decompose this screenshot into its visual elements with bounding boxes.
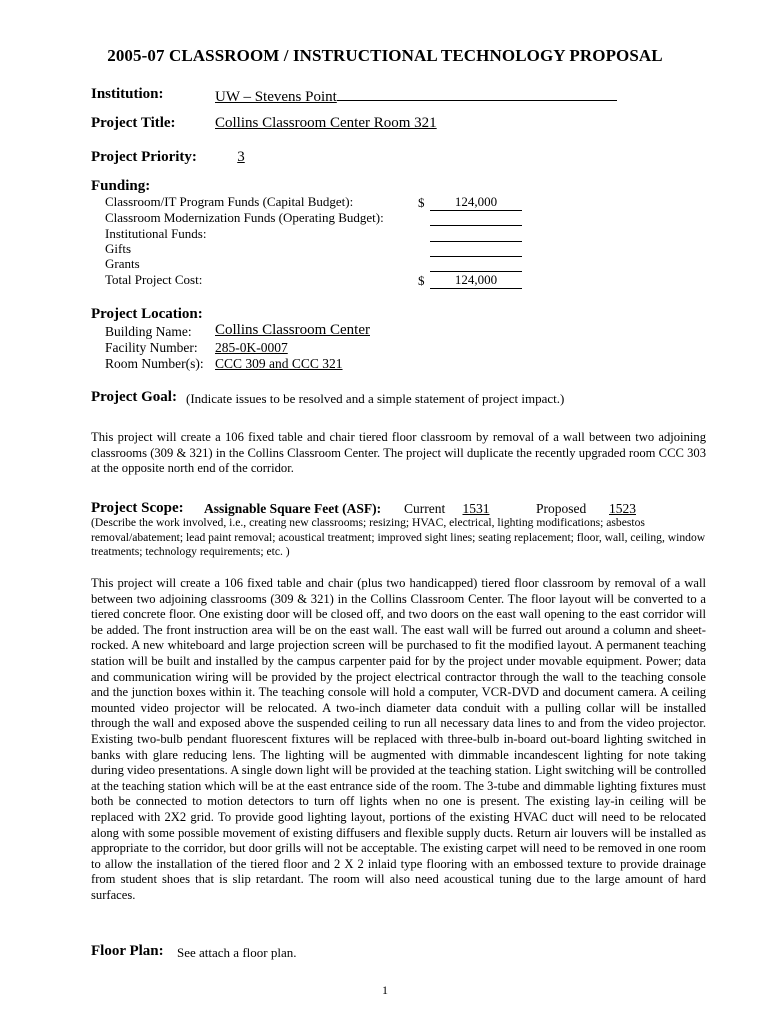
funding-row-label: Classroom/IT Program Funds (Capital Budget):	[105, 194, 354, 209]
room-number-label: Room Number(s):	[105, 356, 204, 371]
building-name-label: Building Name:	[105, 324, 192, 339]
funding-row-label: Total Project Cost:	[105, 272, 203, 287]
project-title-value: Collins Classroom Center Room 321	[215, 115, 437, 131]
project-scope-text: This project will create a 106 fixed table and chair (plus two handicapped) tiered floor classroom by removal of a wall between two adjoining classrooms (309 & 321) in the Collins Classroom Center. The floor layout will be converted to a tiered concrete floor. One existing door will be closed off, and two doors on the east wall opening to the east corridor will be added. The front instruction area will be on the east wall. The east wall will be furred out around a column and sheet-rocked. A new whiteboard and large projection screen will be purchased to fit the modified layout. A permanent teaching station will be built and installed by the campus carpenter paid for by the project under movable equipment. Power; data and communication wiring will be provided by the project electrical contractor through the wall to the teaching console and the junction boxes within it. The teaching console will hold a computer, VCR-DVD and document camera. A ceiling mounted video projector will be relocated. A two-inch diameter data conduit with a pulling collar will be installed through the wall and exposed above the suspended ceiling to run all necessary data lines to and from the video projector. Existing two-bulb pendant fluorescent fixtures will be replaced with three-bulb in-board out-board lighting switched in banks with glare reducing lens. The lighting will be augmented with dimmable incandescent lighting for note taking during video presentations. A single down light will be provided at the teaching station. Light switching will be controlled at the teaching station which will be at the east entrance side of the room. The 3-tube and dimmable lighting fixtures must both be connected to motion detectors to turn off lights when no one is present. The existing lay-in ceiling will be replaced with 2X2 grid. To provide good lighting layout, portions of the existing HVAC duct will need to be relocated along with some possible movement of existing diffusers and flexible supply ducts. Return air louvers will be installed as appropriate to the corridor, but door grills will not be acceptable. The existing carpet will need to be removed in one room to allow the installation of the tiered floor and 2 X 2 inlaid type flooring with an embossed texture to provide drainage from student shoes that is slip retardant. The room will also need acoustical tuning due to the large amount of hard surfaces.	[91, 576, 706, 902]
funding-amount-value	[430, 227, 522, 242]
funding-row-amount	[418, 226, 522, 242]
asf-proposed-label: Proposed	[536, 501, 587, 516]
asf-current-value: 1531	[462, 501, 490, 516]
funding-row-label: Classroom Modernization Funds (Operating Budget):	[105, 210, 384, 225]
asf-label: Assignable Square Feet (ASF):	[204, 501, 382, 516]
funding-currency: $	[418, 195, 425, 210]
funding-amount-value	[430, 242, 522, 257]
floor-plan-text: See attach a floor plan.	[177, 945, 297, 960]
funding-amount-value	[430, 211, 522, 226]
funding-row-label: Institutional Funds:	[105, 226, 207, 241]
institution-label: Institution:	[91, 86, 164, 102]
room-number-value: CCC 309 and CCC 321	[215, 356, 343, 371]
funding-row-amount	[418, 272, 522, 289]
institution-value	[215, 86, 617, 106]
funding-row-label: Gifts	[105, 241, 131, 256]
funding-amount-value: 124,000	[430, 194, 522, 211]
project-title-label: Project Title:	[91, 115, 176, 131]
asf-proposed-value: 1523	[609, 501, 636, 516]
facility-number-value: 285-0K-0007	[215, 340, 288, 355]
project-scope-label: Project Scope:	[91, 500, 184, 516]
page-title: 2005-07 CLASSROOM / INSTRUCTIONAL TECHNOLOGY PROPOSAL	[107, 46, 663, 65]
facility-number-label: Facility Number:	[105, 340, 198, 355]
floor-plan-label: Floor Plan:	[91, 943, 164, 959]
project-scope-hint: (Describe the work involved, i.e., creating new classrooms; resizing; HVAC, electrical, lighting modifications; asbestos removal/abatement; lead paint removal; acoustical treatment; improved sight lines; seating replacement; floor, wall, ceiling, window treatments; technology requirements; etc. )	[91, 516, 706, 558]
funding-currency: $	[418, 273, 425, 288]
asf-current-label: Current	[404, 501, 446, 516]
funding-amount-value	[430, 257, 522, 272]
funding-row-label: Grants	[105, 256, 140, 271]
project-priority-label: Project Priority:	[91, 149, 197, 165]
project-goal-label: Project Goal:	[91, 389, 177, 405]
funding-label: Funding:	[91, 178, 151, 194]
funding-row-amount	[418, 241, 522, 257]
institution-value-text: UW – Stevens Point	[215, 89, 337, 105]
project-goal-text: This project will create a 106 fixed table and chair tiered floor classroom by removal of a wall between two adjoining classrooms (309 & 321) in the Collins Classroom Center. The project will duplicate the recently upgraded room CCC 303 at the opposite north end of the corridor.	[91, 430, 706, 476]
project-location-label: Project Location:	[91, 306, 203, 322]
funding-row-amount	[418, 256, 522, 272]
funding-amount-value: 124,000	[430, 272, 522, 289]
project-goal-hint: (Indicate issues to be resolved and a simple statement of project impact.)	[186, 391, 565, 406]
funding-row-amount	[418, 194, 522, 211]
funding-row-amount	[418, 210, 522, 226]
page-number: 1	[382, 983, 388, 997]
building-name-value: Collins Classroom Center	[215, 322, 370, 338]
project-priority-value: 3	[237, 149, 245, 165]
